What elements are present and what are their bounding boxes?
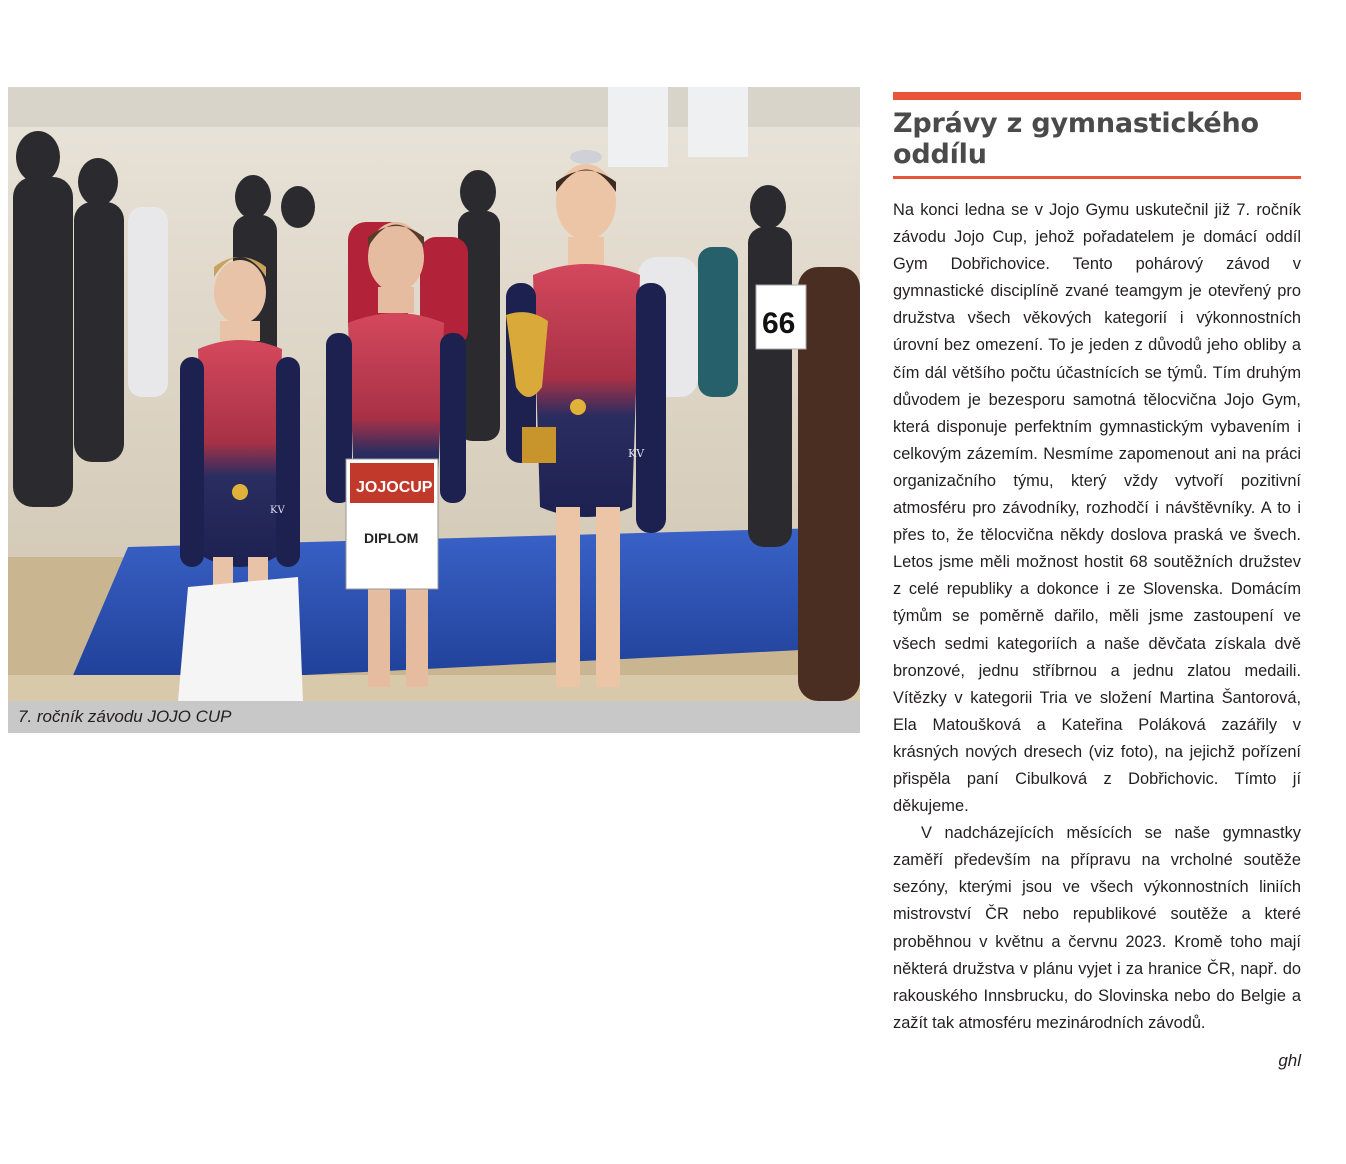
headline-bottom-rule bbox=[893, 176, 1301, 179]
diploma-title: DIPLOM bbox=[364, 530, 419, 546]
article-body bbox=[893, 197, 1301, 1037]
headline-top-rule bbox=[893, 92, 1301, 100]
author-signature: ghl bbox=[1278, 1050, 1301, 1070]
paragraph-1: Na konci ledna se v Jojo Gymu uskutečnil již 7. ročník závodu Jojo Cup, jehož pořadatelem je domácí oddíl Gym Dobřichovice. Tento pohárový závod v gymnastické disciplíně zvané teamgym je otevřený pro družstva všech věkových kategorií i výkonnostních úrovní bez omezení. To je jeden z důvodů jeho obliby a čím dál většího počtu účastnících se týmů. Tím druhým důvodem je bezesporu samotná tělocvična Jojo Gym, která disponuje perfektním gymnastickým vybavením i celkovým zázemím. Nesmíme zapomenout ani na práci organizačního týmu, který vždy vytvoří pozitivní atmosféru pro závodníky, rozhodčí i návštěvníky. A to i přes to, že tělocvična někdy doslova praská ve švech. Letos jsme měli možnost hostit 68 soutěžních družstev z celé republiky a dokonce i ze Slovenska. Domácím týmům se poměrně dařilo, měli jsme zastoupení ve všech sedmi kategoriích a naše děvčata získala dvě bronzové, jednu stříbrnou a jednu zlatou medaili. Vítězky v kategorii Tria ve složení Martina Šantorová, Ela Matoušková a Kateřina Poláková zazářily v krásných nových dresech (viz foto), na jejichž pořízení přispěla paní Cibulková z Dobřichovic. Tímto jí děkujeme. bbox=[893, 201, 1301, 816]
photo-caption: 7. ročník závodu JOJO CUP bbox=[8, 701, 860, 733]
photo-illustration bbox=[8, 87, 860, 701]
leotard-mark-right: KV bbox=[628, 447, 645, 460]
gold-medal-right bbox=[570, 399, 586, 415]
article bbox=[893, 92, 1301, 1071]
gold-medal bbox=[232, 484, 248, 500]
bib-number: 66 bbox=[762, 307, 796, 340]
paragraph-2: V nadcházejících měsících se naše gymnastky zaměří především na přípravu na vrcholné soutěže sezóny, kterými jsou ve všech výkonnostních liniích mistrovství ČR nebo republikové soutěže a které proběhnou v květnu a červnu 2023. Kromě toho mají některá družstva v plánu vyjet i za hranice ČR, např. do rakouského Innsbrucku, do Slovinska nebo do Belgie a zažít tak atmosféru mezinárodních závodů. bbox=[893, 824, 1301, 1032]
headline: Zprávy z gymnastického oddílu bbox=[893, 108, 1259, 170]
leotard-mark-left: KV bbox=[270, 505, 285, 516]
article-photo bbox=[8, 87, 860, 701]
diploma-logo: JOJOCUP bbox=[356, 479, 433, 496]
